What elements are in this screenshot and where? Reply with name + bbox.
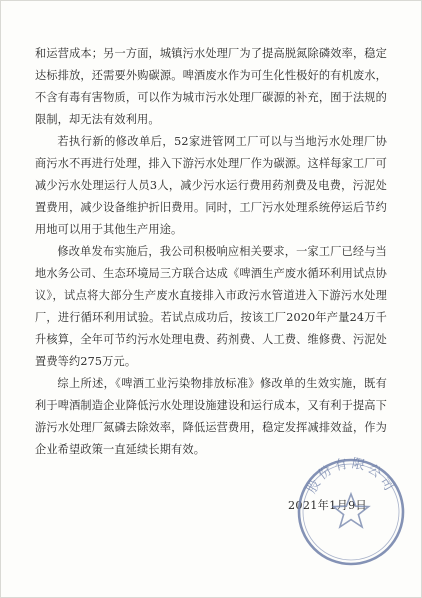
paragraph-3: 修改单发布实施后，我公司积极响应相关要求，一家工厂已经与当地水务公司、生态环境局三方联合达成《啤酒生产废水循环利用试点协议》，试点将大部分生产废水直接排入市政污水管道进入下游污水处理厂，进行循环利用试验。若试点成功后，按该工厂2020年产量24万千升核算，全年可节约污水处理电费、药剂费、人工费、维修费、污泥处置费等约275万元。 — [35, 245, 387, 368]
paragraph-4: 综上所述，《啤酒工业污染物排放标准》修改单的生效实施，既有利于啤酒制造企业降低污水处理设施建设和运行成本，又有利于提高下游污水处理厂氮磷去除效率，降低运营费用，稳定发挥减排效益，作为企业希望政策一直延续长期有效。 — [35, 377, 387, 456]
seal-star-icon — [333, 494, 368, 527]
signoff-date: 2021年1月9日 — [288, 499, 367, 512]
paragraph-2: 若执行新的修改单后，52家进管网工厂可以与当地污水处理厂协商污水不再进行处理，排入下游污水处理厂作为碳源。这样每家工厂可减少污水处理运行人员3人，减少污水运行费用药剂费及电费，污泥处置费用，减少设备维护折旧费用。同时，工厂污水处理系统停运后节约用地可以用于其他生产用途。 — [35, 135, 387, 236]
paragraph-1: 和运营成本；另一方面，城镇污水处理厂为了提高脱氮除磷效率，稳定达标排放，还需要外购碳源。啤酒废水作为可生化性极好的有机废水，不含有毒有害物质，可以作为城市污水处理厂碳源的补充，囿于法规的限制，却无法有效利用。 — [35, 47, 387, 126]
svg-text:股份有限公司 — [304, 456, 397, 496]
company-seal-stamp — [295, 456, 407, 568]
seal-ring-text: 股份有限公司 — [304, 456, 398, 497]
document-body — [35, 43, 387, 461]
